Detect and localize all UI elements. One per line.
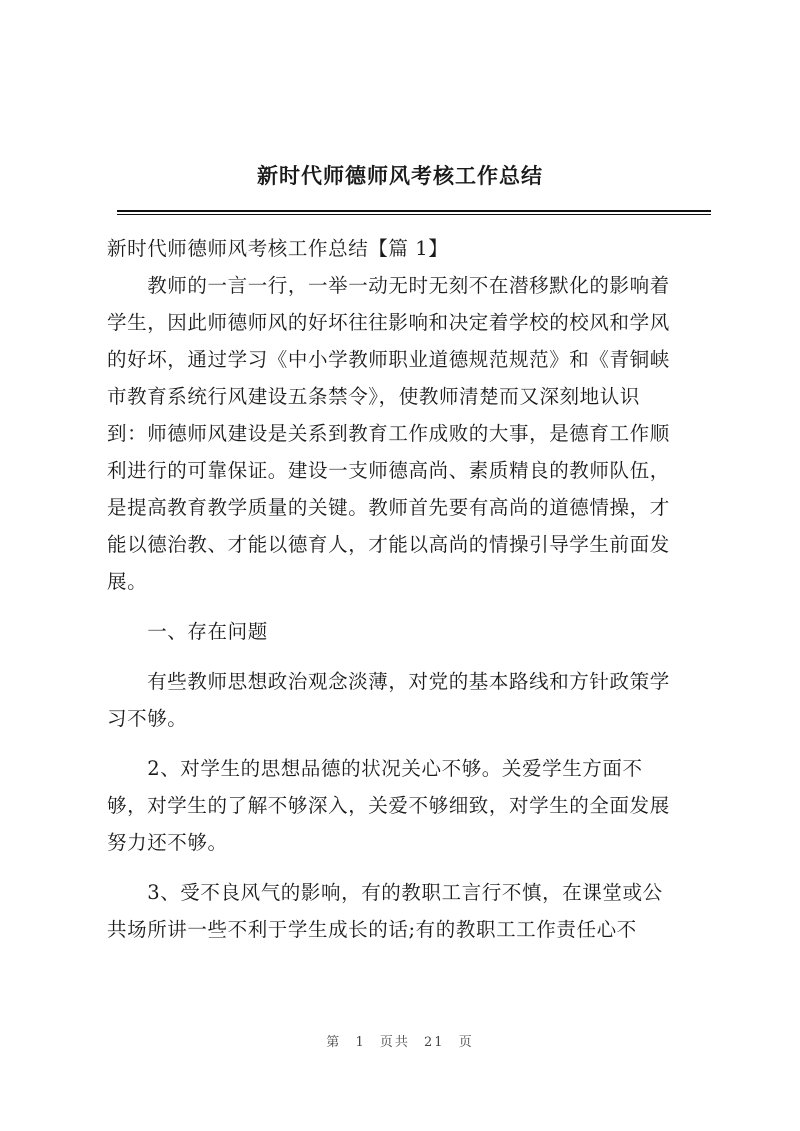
paragraph-item-1: [107, 663, 711, 737]
subheading-existing-problems: 一、存在问题: [107, 620, 268, 643]
paragraph-intro: [107, 267, 711, 600]
footer-total-pages: 21: [424, 1035, 445, 1050]
paragraph-line: 共场所讲一些不利于学生成长的话;有的教职工工作责任心不: [107, 918, 637, 941]
paragraph-line: 教师的一言一行，一举一动无时无刻不在潜移默化的影响着: [107, 274, 670, 297]
paragraph-spacer: [107, 650, 711, 663]
title-divider-thick: [117, 210, 711, 212]
paragraph-subheading: [107, 613, 711, 650]
paragraph-line: 学生，因此师德师风的好坏往往影响和决定着学校的校风和学风: [107, 311, 670, 334]
paragraph-item-2: [107, 750, 711, 861]
paragraph-line: 3、受不良风气的影响，有的教职工言行不慎，在课堂或公: [107, 881, 663, 904]
paragraph-line: 展。: [107, 570, 148, 593]
footer-prefix: 第: [326, 1035, 342, 1050]
footer-suffix: 页: [458, 1035, 474, 1050]
document-body: [107, 230, 711, 948]
paragraph-line: 的好坏，通过学习《中小学教师职业道德规范规范》和《青铜峡: [107, 348, 670, 371]
paragraph-line: 是提高教育教学质量的关键。教师首先要有高尚的道德情操，才: [107, 496, 670, 519]
paragraph-spacer: [107, 861, 711, 874]
paragraph-line: 2、对学生的思想品德的状况关心不够。关爱学生方面不: [107, 757, 643, 780]
paragraph-line: 市教育系统行风建设五条禁令》，使教师清楚而又深刻地认识: [107, 385, 640, 408]
page-title: 新时代师德师风考核工作总结: [257, 164, 543, 188]
paragraph-line: 能以德治教、才能以德育人，才能以高尚的情操引导学生前面发: [107, 533, 670, 556]
paragraph-spacer: [107, 737, 711, 750]
paragraph-line: 到：师德师风建设是关系到教育工作成败的大事，是德育工作顺: [107, 422, 670, 445]
paragraph-line: 习不够。: [107, 707, 188, 730]
paragraph-line: 利进行的可靠保证。建设一支师德高尚、素质精良的教师队伍，: [107, 459, 670, 482]
paragraph-spacer: [107, 600, 711, 613]
page-footer: [0, 1031, 800, 1050]
paragraph-line: 有些教师思想政治观念淡薄，对党的基本路线和方针政策学: [107, 670, 670, 693]
paragraph-item-3: [107, 874, 711, 948]
paragraph-line: 够，对学生的了解不够深入，关爱不够细致，对学生的全面发展: [107, 794, 670, 817]
title-divider-thin: [117, 214, 711, 215]
section-heading: 新时代师德师风考核工作总结【篇 1】: [107, 237, 449, 260]
footer-mid: 页共: [379, 1035, 410, 1050]
footer-page-number: 1: [355, 1035, 366, 1050]
paragraph-line: 努力还不够。: [107, 831, 228, 854]
